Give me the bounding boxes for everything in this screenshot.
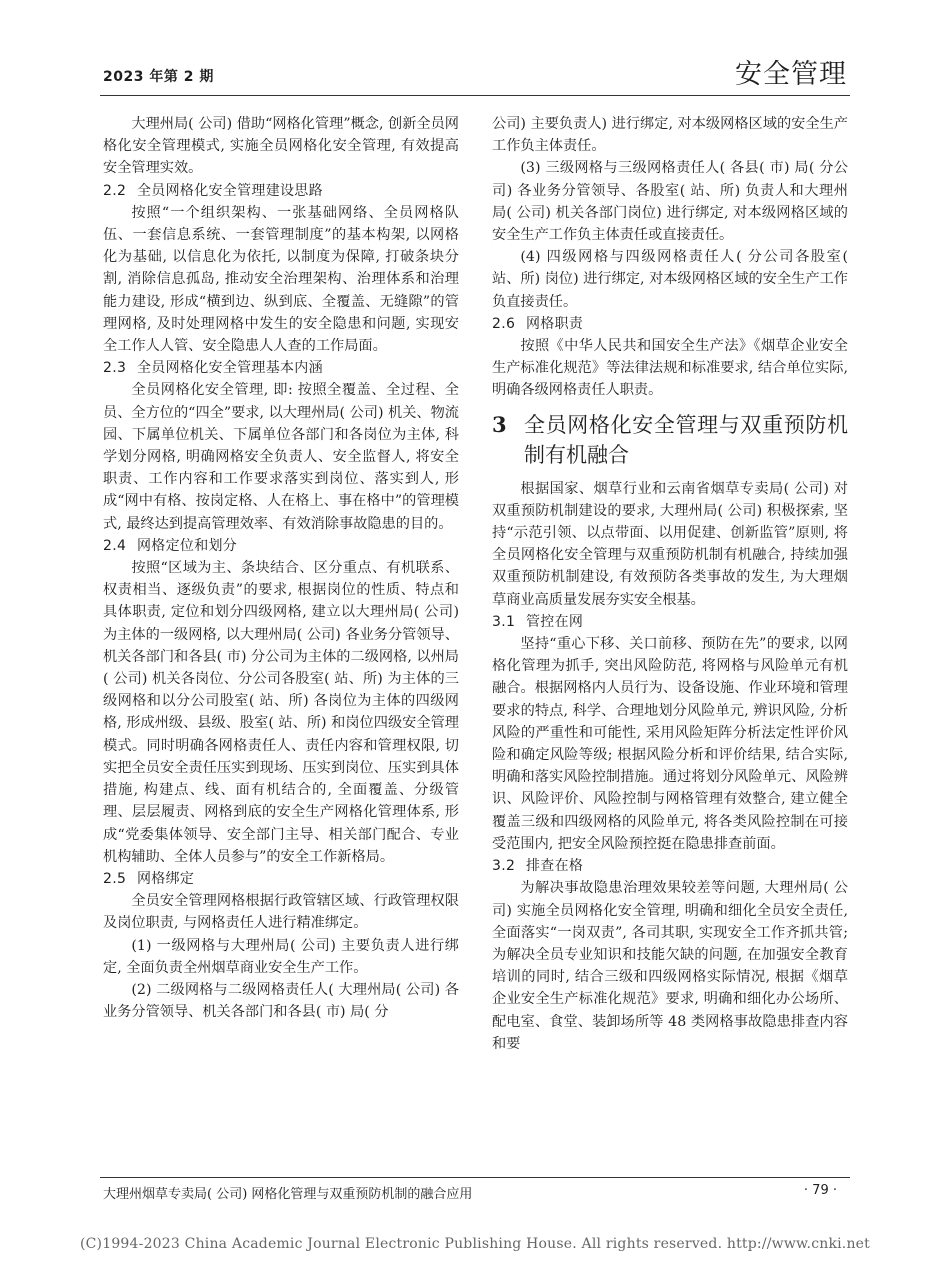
- section-heading-3-2: 3.2 排查在格: [492, 858, 584, 875]
- copyright-notice: (C)1994-2023 China Academic Journal Electronic Publishing House. All rights reserved. http://www.cnki.net: [79, 1236, 870, 1252]
- paragraph-2-2: 按照“一个组织架构、一张基础网络、全员网格队伍、一套信息系统、一套管理制度”的基本构架, 以网格化为基础, 以信息化为依托, 以制度为保障, 打破条块分割, 消除信息孤岛, 推动安全治理架构、治理体系和治理能力建设, 形成“横到边、纵到底、全覆盖、无缝隙”的管理网格, 及时处理网格中发生的安全隐患和问题, 实现安全工作人人管、安全隐患人人查的工作局面。: [103, 204, 459, 355]
- paragraph-2-6: 按照《中华人民共和国安全生产法》《烟草企业安全生产标准化规范》等法律法规和标准要求, 结合单位实际, 明确各级网格责任人职责。: [492, 338, 848, 399]
- issue-label: 2023 年第 2 期: [103, 69, 214, 85]
- paragraph-2-5-item-2a: (2) 二级网格与二级网格责任人( 大理州局( 公司) 各业务分管领导、机关各部门和各县( 市) 局( 分: [103, 981, 459, 1021]
- section-heading-2-5: 2.5 网格绑定: [103, 870, 195, 887]
- footer-article-title: 大理州烟草专卖局( 公司) 网格化管理与双重预防机制的融合应用: [103, 1187, 473, 1202]
- left-column: [103, 113, 459, 1023]
- paragraph-2-5-item-3: (3) 三级网格与三级网格责任人( 各县( 市) 局( 分公司) 各业务分管领导、各股室( 站、所) 负责人和大理州局( 公司) 机关各部门岗位) 进行绑定, 对本级网格区域的安全生产工作负主体责任或直接责任。: [492, 160, 848, 244]
- paragraph-3: 根据国家、烟草行业和云南省烟草专卖局( 公司) 对双重预防机制建设的要求, 大理州局( 公司) 积极探索, 坚持“示范引领、以点带面、以用促建、创新监管”原则, 将全员网格化安全管理与双重预防机制有机融合, 持续加强双重预防机制建设, 有效预防各类事故的发生, 为大理烟草商业高质量发展夯实安全根基。: [492, 480, 848, 608]
- header-rule: [100, 95, 850, 96]
- paragraph-2-3: 全员网格化安全管理, 即: 按照全覆盖、全过程、全员、全方位的“四全”要求, 以大理州局( 公司) 机关、物流园、下属单位机关、下属单位各部门和各岗位为主体, 科学划分网格, 明确网格安全负责人、安全监督人, 将安全职责、工作内容和工作要求落实到岗位、落实到人, 形成“网中有格、按岗定格、人在格上、事在格中”的管理模式, 最终达到提高管理效率、有效消除事故隐患的目的。: [103, 382, 459, 532]
- section-heading-2-2: 2.2 全员网格化安全管理建设思路: [103, 182, 323, 199]
- paragraph-2-5-item-1: (1) 一级网格与大理州局( 公司) 主要负责人进行绑定, 全面负责全州烟草商业安全生产工作。: [103, 937, 459, 976]
- paragraph-2-5-item-2b: 公司) 主要负责人) 进行绑定, 对本级网格区域的安全生产工作负主体责任。: [492, 116, 848, 155]
- page-number: · 79 ·: [803, 1183, 837, 1198]
- right-column: [492, 113, 848, 1055]
- paragraph-3-2: 为解决事故隐患治理效果较差等问题, 大理州局( 公司) 实施全员网格化安全管理, 明确和细化全员安全责任, 全面落实“一岗双责”, 各司其职, 实现安全工作齐抓共管; 为解决全员专业知识和技能欠缺的问题, 在加强安全教育培训的同时, 结合三级和四级网格实际情况, 根据《烟草企业安全生产标准化规范》要求, 明确和细化办公场所、配电室、食堂、装卸场所等 48 类网格事故隐患排查内容和要: [492, 880, 848, 1052]
- section-heading-3-1: 3.1 管控在网: [492, 613, 584, 630]
- section-heading-2-6: 2.6 网格职责: [492, 315, 584, 332]
- paragraph-2-5-item-4: (4) 四级网格与四级网格责任人( 分公司各股室( 站、所) 岗位) 进行绑定, 对本级网格区域的安全生产工作负直接责任。: [492, 249, 848, 310]
- section-heading-2-4: 2.4 网格定位和划分: [103, 537, 238, 554]
- paragraph-3-1: 坚持“重心下移、关口前移、预防在先”的要求, 以网格化管理为抓手, 突出风险防范, 将网格与风险单元有机融合。根据网格内人员行为、设备设施、作业环境和管理要求的特点, 科学、合理地划分风险单元, 辨识风险, 分析风险的严重性和可能性, 采用风险矩阵分析法定性评价风险和确定风险等级; 根据风险分析和评价结果, 结合实际, 明确和落实风险控制措施。通过将划分风险单元、风险辨识、风险评价、风险控制与网格管理有效整合, 建立健全覆盖三级和四级网格的风险单元, 将各类风险控制在可接受范围内, 把安全风险预控挺在隐患排查前面。: [492, 636, 848, 852]
- paragraph-intro: 大理州局( 公司) 借助“网格化管理”概念, 创新全员网格化安全管理模式, 实施全员网格化安全管理, 有效提高安全管理实效。: [103, 116, 459, 177]
- paragraph-2-5: 全员安全管理网格根据行政管辖区域、行政管理权限及岗位职责, 与网格责任人进行精准绑定。: [103, 893, 459, 932]
- section-heading-2-3: 2.3 全员网格化安全管理基本内涵: [103, 360, 323, 377]
- paragraph-2-4: 按照“区域为主、条块结合、区分重点、有机联系、权责相当、逐级负责”的要求, 根据岗位的性质、特点和具体职责, 定位和划分四级网格, 建立以大理州局( 公司) 为主体的一级网格, 以大理州局( 公司) 各业务分管领导、机关各部门和各县( 市) 分公司为主体的二级网格, 以州局( 公司) 机关各岗位、分公司各股室( 站、所) 为主体的三级网格和以分公司股室( 站、所) 各岗位为主体的四级网格, 形成州级、县级、股室( 站、所) 和岗位四级安全管理模式。同时明确各网格责任人、责任内容和管理权限, 切实把全员安全责任压实到现场、压实到岗位、压实到具体措施, 构建点、线、面有机结合的, 全面覆盖、分级管理、层层履责、网格到底的安全生产网格化管理体系, 形成“党委集体领导、安全部门主导、相关部门配合、专业机构辅助、全体人员参与”的安全工作新格局。: [103, 560, 459, 865]
- section-heading-3: 3 全员网格化安全管理与双重预防机制有机融合: [492, 411, 848, 467]
- footer-rule: [100, 1177, 850, 1178]
- journal-title: 安全管理: [735, 59, 847, 90]
